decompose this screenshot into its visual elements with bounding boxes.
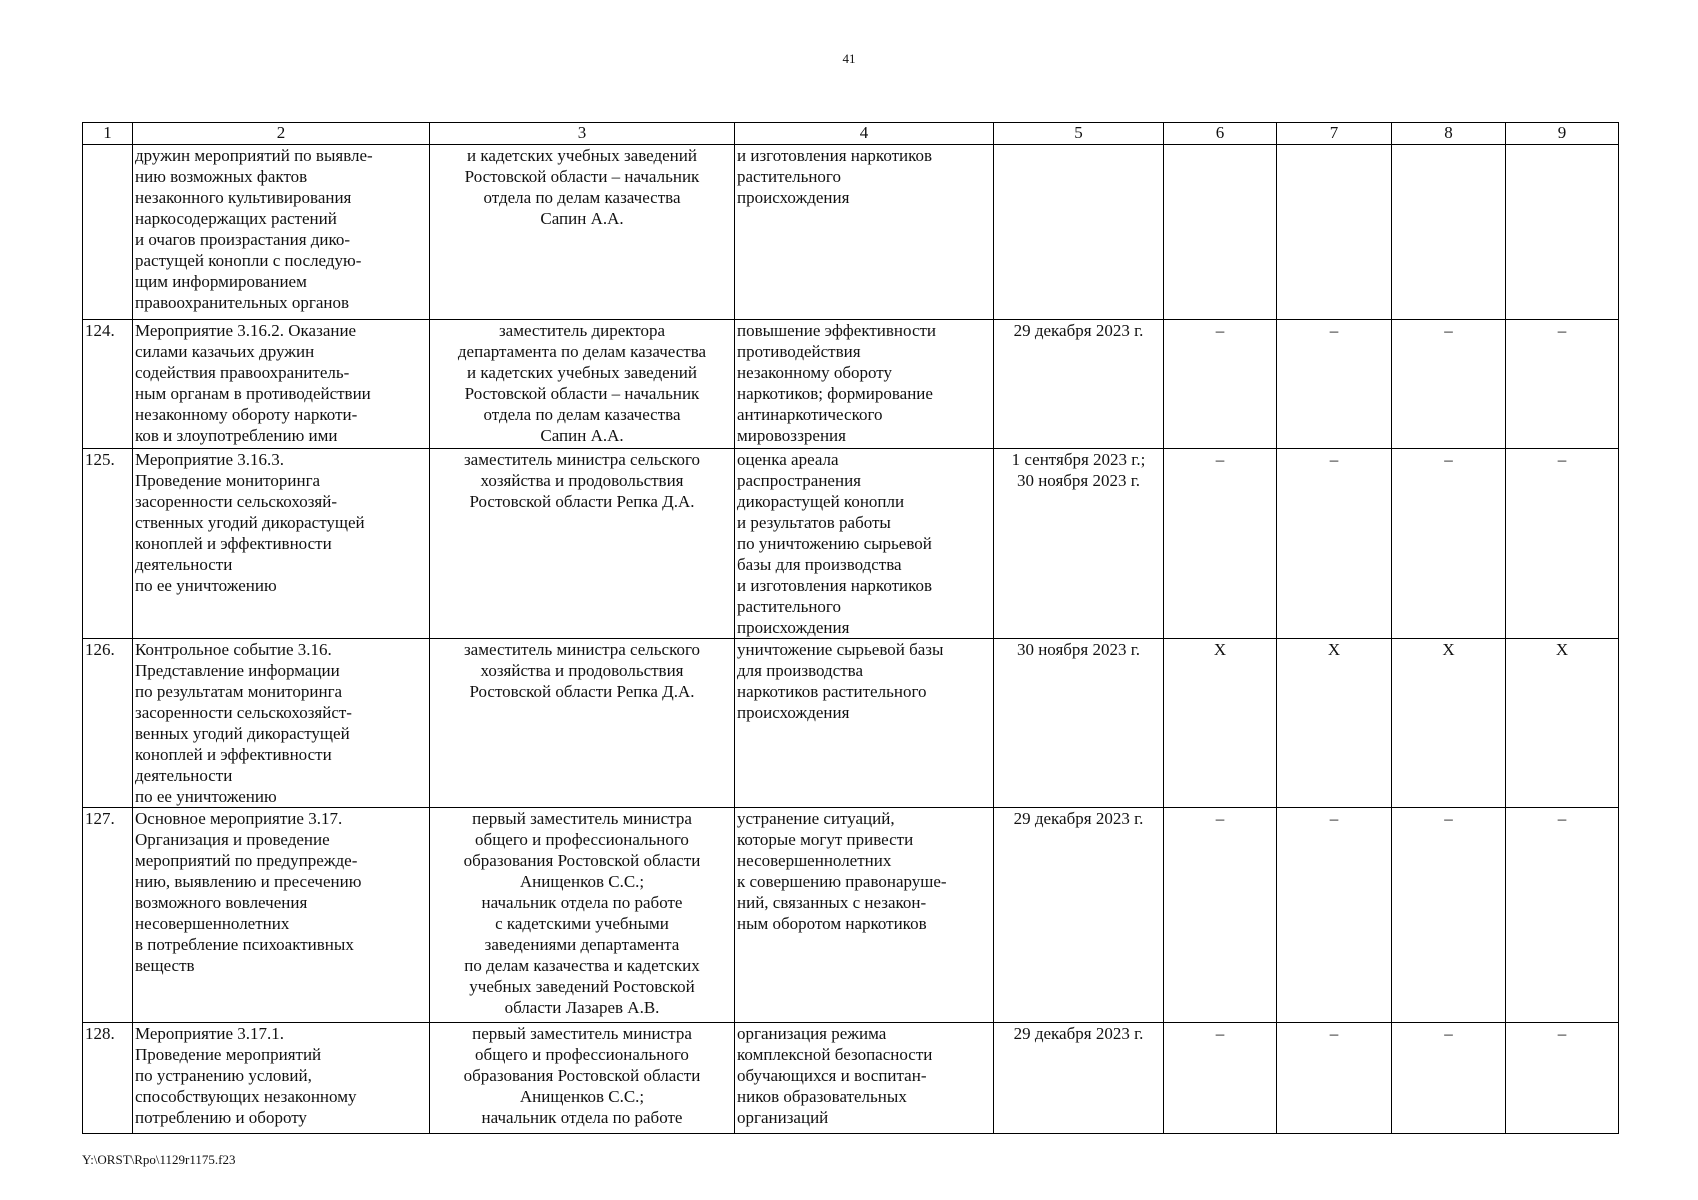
col6-cell: –	[1164, 808, 1277, 1023]
col8-cell: –	[1392, 1023, 1506, 1134]
col6-cell: –	[1164, 320, 1277, 449]
row-number: 127.	[83, 808, 133, 1023]
date-cell: 29 декабря 2023 г.	[994, 808, 1164, 1023]
col7-cell: –	[1277, 808, 1392, 1023]
table-header-row	[83, 123, 1619, 145]
row-number: 125.	[83, 449, 133, 639]
responsible-cell: и кадетских учебных заведений Ростовской области – начальник отдела по делам казачества Сапин А.А.	[430, 145, 735, 320]
col9-cell	[1506, 145, 1619, 320]
responsible-cell: первый заместитель министра общего и профессионального образования Ростовской области Анищенков С.С.; начальник отдела по работе с кадетскими учебными заведениями департамента по делам казачества и кадетских учебных заведений Ростовской области Лазарев А.В.	[430, 808, 735, 1023]
date-cell: 30 ноября 2023 г.	[994, 639, 1164, 808]
column-header: 6	[1164, 123, 1277, 145]
table-row	[83, 449, 1619, 639]
date-cell	[994, 145, 1164, 320]
date-cell: 1 сентября 2023 г.; 30 ноября 2023 г.	[994, 449, 1164, 639]
responsible-cell: заместитель министра сельского хозяйства и продовольствия Ростовской области Репка Д.А.	[430, 449, 735, 639]
result-cell: и изготовления наркотиков растительного происхождения	[735, 145, 994, 320]
table-row	[83, 145, 1619, 320]
col8-cell: –	[1392, 320, 1506, 449]
row-number: 126.	[83, 639, 133, 808]
col6-cell: –	[1164, 449, 1277, 639]
row-number: 124.	[83, 320, 133, 449]
col6-cell: –	[1164, 1023, 1277, 1134]
result-cell: оценка ареала распространения дикорастущей конопли и результатов работы по уничтожению сырьевой базы для производства и изготовления наркотиков растительного происхождения	[735, 449, 994, 639]
col9-cell: –	[1506, 320, 1619, 449]
table-row	[83, 1023, 1619, 1134]
result-cell: повышение эффективности противодействия незаконному обороту наркотиков; формирование антинаркотического мировоззрения	[735, 320, 994, 449]
col8-cell	[1392, 145, 1506, 320]
activity-cell: дружин мероприятий по выявле- нию возможных фактов незаконного культивирования наркосодержащих растений и очагов произрастания дико- растущей конопли с последую- щим информированием правоохранительных органов	[133, 145, 430, 320]
table-row	[83, 320, 1619, 449]
col7-cell	[1277, 145, 1392, 320]
col7-cell: –	[1277, 1023, 1392, 1134]
col8-cell: –	[1392, 808, 1506, 1023]
col8-cell: Х	[1392, 639, 1506, 808]
column-header: 4	[735, 123, 994, 145]
activity-cell: Мероприятие 3.16.3. Проведение мониторинга засоренности сельскохозяй- ственных угодий дикорастущей коноплей и эффективности деятельности по ее уничтожению	[133, 449, 430, 639]
col7-cell: –	[1277, 320, 1392, 449]
responsible-cell: заместитель министра сельского хозяйства и продовольствия Ростовской области Репка Д.А.	[430, 639, 735, 808]
result-cell: устранение ситуаций, которые могут привести несовершеннолетних к совершению правонаруше- ний, связанных с незакон- ным оборотом наркотиков	[735, 808, 994, 1023]
column-header: 8	[1392, 123, 1506, 145]
result-cell: организация режима комплексной безопасности обучающихся и воспитан- ников образовательных организаций	[735, 1023, 994, 1134]
col9-cell: –	[1506, 1023, 1619, 1134]
column-header: 1	[83, 123, 133, 145]
col9-cell: –	[1506, 449, 1619, 639]
column-header: 5	[994, 123, 1164, 145]
col6-cell: Х	[1164, 639, 1277, 808]
column-header: 2	[133, 123, 430, 145]
col6-cell	[1164, 145, 1277, 320]
col7-cell: Х	[1277, 639, 1392, 808]
row-number: 128.	[83, 1023, 133, 1134]
col8-cell: –	[1392, 449, 1506, 639]
activity-cell: Мероприятие 3.16.2. Оказание силами казачьих дружин содействия правоохранитель- ным органам в противодействии незаконному обороту наркоти- ков и злоупотреблению ими	[133, 320, 430, 449]
table-row	[83, 639, 1619, 808]
column-header: 9	[1506, 123, 1619, 145]
col7-cell: –	[1277, 449, 1392, 639]
col9-cell: –	[1506, 808, 1619, 1023]
activity-cell: Мероприятие 3.17.1. Проведение мероприятий по устранению условий, способствующих незаконному потреблению и обороту	[133, 1023, 430, 1134]
col9-cell: Х	[1506, 639, 1619, 808]
activity-cell: Основное мероприятие 3.17. Организация и проведение мероприятий по предупрежде- нию, выявлению и пресечению возможного вовлечения несовершеннолетних в потребление психоактивных веществ	[133, 808, 430, 1023]
responsible-cell: первый заместитель министра общего и профессионального образования Ростовской области Анищенков С.С.; начальник отдела по работе	[430, 1023, 735, 1134]
column-header: 3	[430, 123, 735, 145]
plan-table	[82, 122, 1619, 1134]
responsible-cell: заместитель директора департамента по делам казачества и кадетских учебных заведений Ростовской области – начальник отдела по делам казачества Сапин А.А.	[430, 320, 735, 449]
date-cell: 29 декабря 2023 г.	[994, 1023, 1164, 1134]
row-number	[83, 145, 133, 320]
file-path-footer: Y:\ORST\Rpo\1129r1175.f23	[82, 1152, 236, 1167]
result-cell: уничтожение сырьевой базы для производства наркотиков растительного происхождения	[735, 639, 994, 808]
page-number: 41	[842, 51, 856, 66]
column-header: 7	[1277, 123, 1392, 145]
table-row	[83, 808, 1619, 1023]
activity-cell: Контрольное событие 3.16. Представление информации по результатам мониторинга засоренности сельскохозяйст- венных угодий дикорастущей коноплей и эффективности деятельности по ее уничтожению	[133, 639, 430, 808]
date-cell: 29 декабря 2023 г.	[994, 320, 1164, 449]
